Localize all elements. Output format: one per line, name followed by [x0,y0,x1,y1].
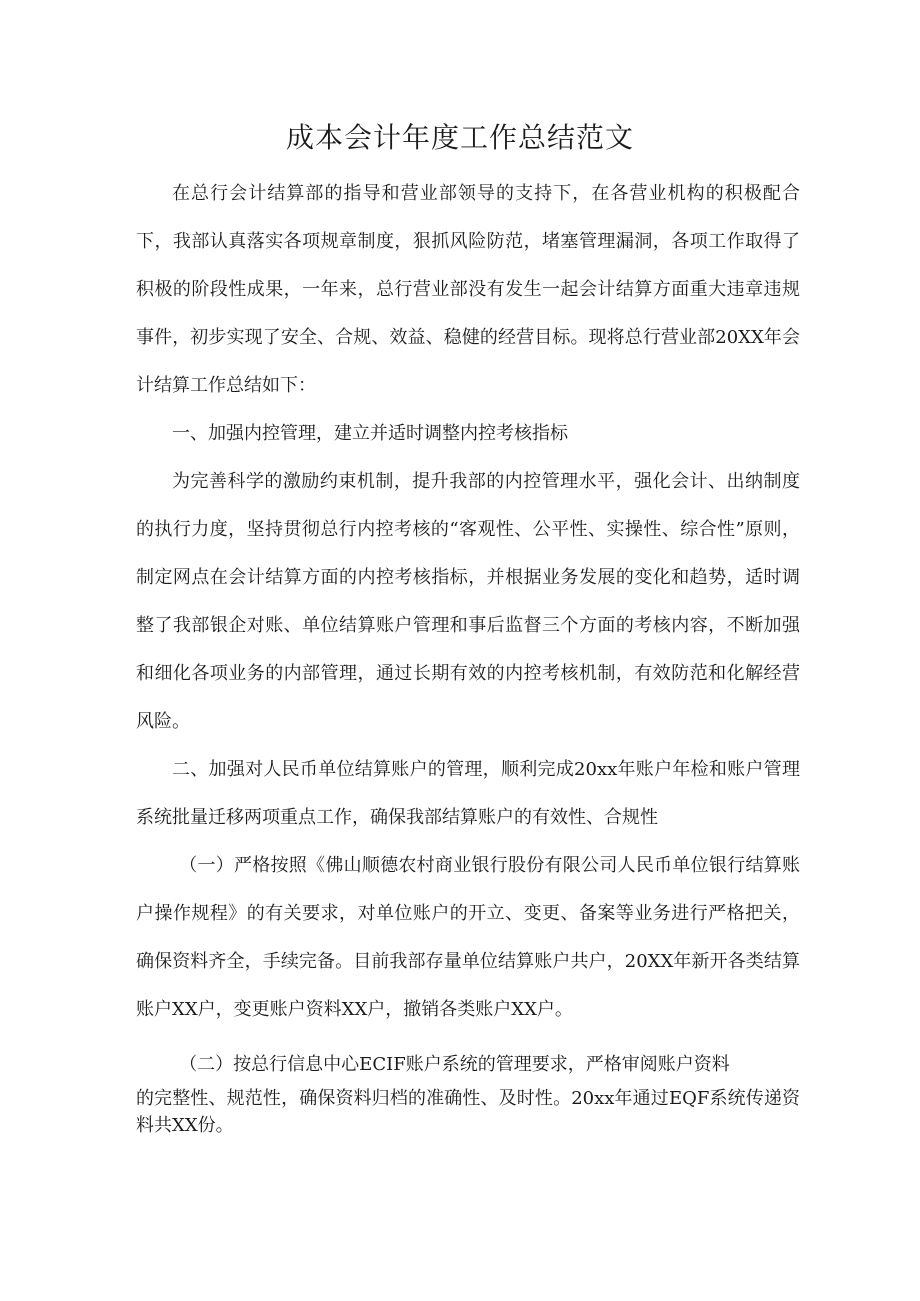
document-title: 成本会计年度工作总结范文 [285,121,634,154]
subsection-2-rest: 的完整性、规范性，确保资料归档的准确性、及时性。20xx年通过EQF系统传递资料共XX份。 [136,1088,800,1136]
section-heading-2: 二、加强对人民币单位结算账户的管理，顺利完成20xx年账户年检和账户管理系统批量迁移两项重点工作，确保我部结算账户的有效性、合规性 [136,759,800,828]
intro-paragraph: 在总行会计结算部的指导和营业部领导的支持下，在各营业机构的积极配合下，我部认真落实各项规章制度，狠抓风险防范，堵塞管理漏洞，各项工作取得了积极的阶段性成果，一年来，总行营业部没有发生一起会计结算方面重大违章违规事件，初步实现了安全、合规、效益、稳健的经营目标。现将总行营业部20XX年会计结算工作总结如下： [136,183,800,396]
section-1-paragraph: 为完善科学的激励约束机制，提升我部的内控管理水平，强化会计、出纳制度的执行力度，坚持贯彻总行内控考核的“客观性、公平性、实操性、综合性”原则，制定网点在会计结算方面的内控考核指标，并根据业务发展的变化和趋势，适时调整了我部银企对账、单位结算账户管理和事后监督三个方面的考核内容，不断加强和细化各项业务的内部管理，通过长期有效的内控考核机制，有效防范和化解经营风险。 [136,471,800,732]
subsection-2-paragraph [136,1045,800,1139]
subsection-1-paragraph: （一）严格按照《佛山顺德农村商业银行股份有限公司人民币单位银行结算账户操作规程》的有关要求，对单位账户的开立、变更、备案等业务进行严格把关，确保资料齐全，手续完备。目前我部存量单位结算账户共户，20XX年新开各类结算账户XX户，变更账户资料XX户，撤销各类账户XX户。 [136,855,800,1020]
section-heading-1: 一、加强内控管理，建立并适时调整内控考核指标 [172,423,568,444]
subsection-2-first-line: （二）按总行信息中心ECIF账户系统的管理要求，严格审阅账户资料 [179,1054,730,1075]
document-body [136,170,800,1139]
